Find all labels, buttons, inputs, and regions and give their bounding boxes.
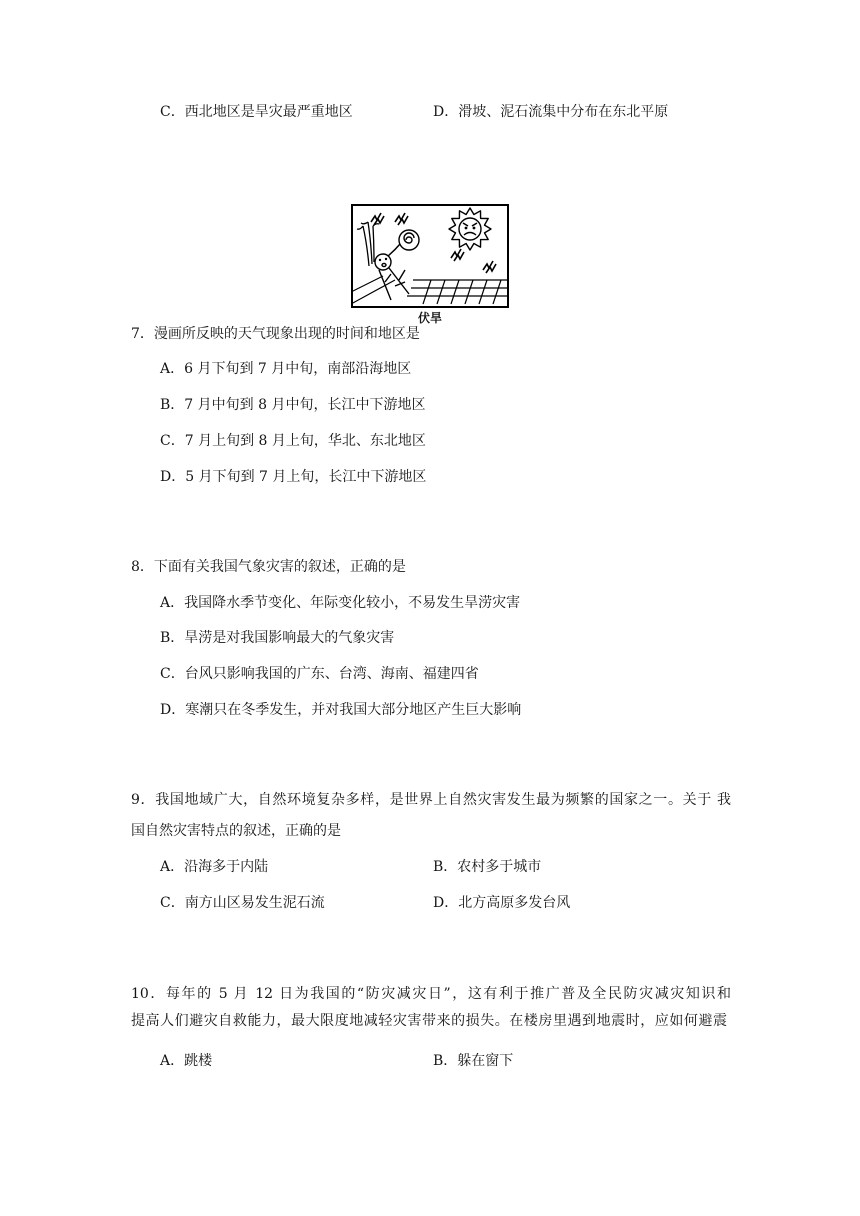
q8-option-d: D．寒潮只在冬季发生，并对我国大部分地区产生巨大影响: [160, 702, 522, 718]
q10-option-b: B．躲在窗下: [433, 1053, 514, 1069]
q9-option-c: C．南方山区易发生泥石流: [160, 895, 325, 911]
prev-question-option-c: C．西北地区是旱灾最严重地区: [160, 104, 353, 120]
q8-option-b: B．旱涝是对我国影响最大的气象灾害: [160, 630, 395, 646]
q9-option-d: D．北方高原多发台风: [433, 895, 571, 911]
prev-question-option-d: D．滑坡、泥石流集中分布在东北平原: [433, 104, 669, 120]
drought-cartoon: [351, 204, 509, 308]
q7-option-a: A．6 月下旬到 7 月中旬，南部沿海地区: [160, 361, 412, 377]
q9-stem-line-1: 9．我国地域广大，自然环境复杂多样，是世界上自然灾害发生最为频繁的国家之一。关于 我: [131, 792, 731, 808]
q7-option-c: C．7 月上旬到 8 月上旬，华北、东北地区: [160, 433, 426, 449]
q7-option-d: D．5 月下旬到 7 月上旬，长江中下游地区: [160, 469, 427, 485]
q8-option-c: C．台风只影响我国的广东、台湾、海南、福建四省: [160, 666, 479, 682]
q7-stem: 7．漫画所反映的天气现象出现的时间和地区是: [131, 326, 420, 342]
q10-stem-line-1: 10．每年的 5 月 12 日为我国的“防灾减灾日”，这有利于推广普及全民防灾减灾知识和: [131, 986, 731, 1002]
q10-stem-line-2: 提高人们避灾自救能力，最大限度地减轻灾害带来的损失。在楼房里遇到地震时，应如何避震: [131, 1013, 727, 1029]
drought-cartoon-drawing: [351, 204, 509, 308]
q9-option-b: B．农村多于城市: [433, 859, 542, 875]
q10-option-a: A．跳楼: [160, 1053, 213, 1069]
cartoon-caption: 伏旱: [417, 311, 442, 325]
q8-stem: 8．下面有关我国气象灾害的叙述，正确的是: [131, 559, 406, 575]
q9-option-a: A．沿海多于内陆: [160, 859, 269, 875]
q7-option-b: B．7 月中旬到 8 月中旬，长江中下游地区: [160, 397, 426, 413]
q8-option-a: A．我国降水季节变化、年际变化较小，不易发生旱涝灾害: [160, 595, 521, 611]
q9-stem-line-2: 国自然灾害特点的叙述，正确的是: [131, 823, 341, 839]
